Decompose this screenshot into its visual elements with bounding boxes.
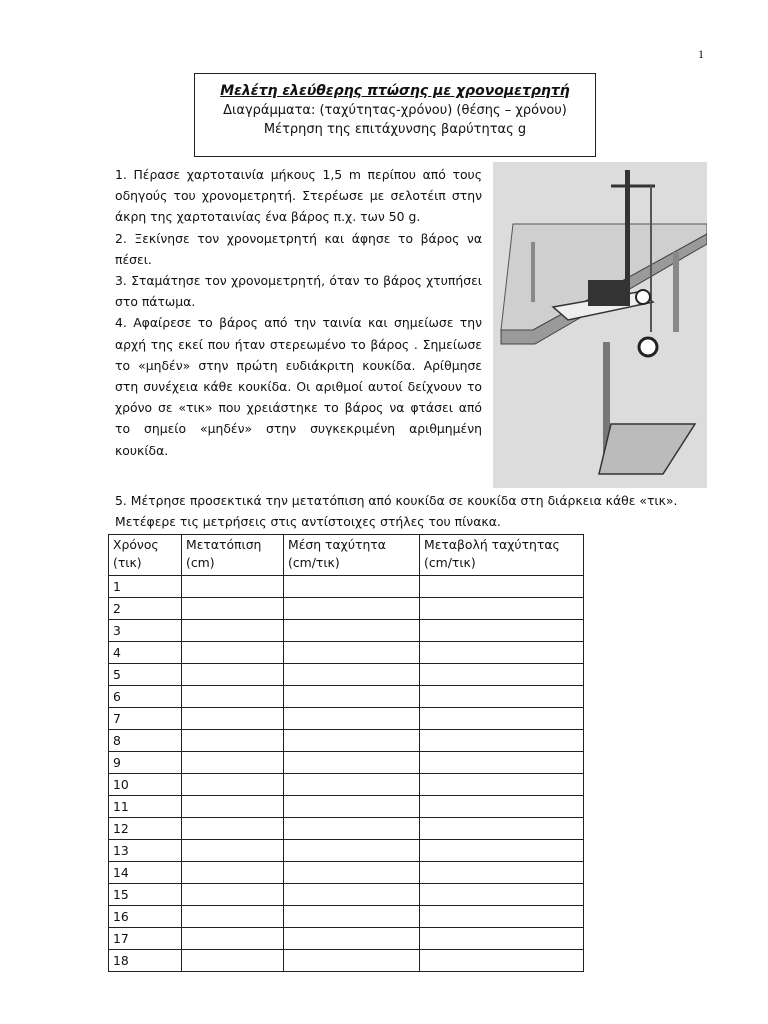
table-row: [109, 708, 584, 730]
time-cell: 9: [109, 752, 182, 774]
displacement-cell[interactable]: [182, 620, 284, 642]
displacement-cell[interactable]: [182, 950, 284, 972]
displacement-cell[interactable]: [182, 576, 284, 598]
velocity-change-cell[interactable]: [420, 708, 584, 730]
velocity-change-cell[interactable]: [420, 840, 584, 862]
velocity-change-cell[interactable]: [420, 686, 584, 708]
time-cell: 15: [109, 884, 182, 906]
displacement-cell[interactable]: [182, 752, 284, 774]
time-cell: 2: [109, 598, 182, 620]
avg-velocity-cell[interactable]: [284, 840, 420, 862]
time-cell: 13: [109, 840, 182, 862]
avg-velocity-cell[interactable]: [284, 620, 420, 642]
velocity-change-cell[interactable]: [420, 884, 584, 906]
avg-velocity-cell[interactable]: [284, 708, 420, 730]
table-row: [109, 928, 584, 950]
time-cell: 3: [109, 620, 182, 642]
page-title: Μελέτη ελεύθερης πτώσης με χρονομετρητή: [220, 83, 570, 99]
step-2: 2. Ξεκίνησε τον χρονομετρητή και άφησε το βάρος να πέσει.: [115, 230, 482, 267]
velocity-change-cell[interactable]: [420, 730, 584, 752]
displacement-cell[interactable]: [182, 862, 284, 884]
avg-velocity-cell[interactable]: [284, 950, 420, 972]
table-row: [109, 598, 584, 620]
time-cell: 12: [109, 818, 182, 840]
table-header-row: [109, 535, 584, 576]
falling-weight: [639, 338, 657, 356]
time-cell: 17: [109, 928, 182, 950]
avg-velocity-cell[interactable]: [284, 642, 420, 664]
displacement-cell[interactable]: [182, 840, 284, 862]
displacement-cell[interactable]: [182, 774, 284, 796]
subtitle-diagrams: Διαγράμματα: (ταχύτητας-χρόνου) (θέσης – χρόνου): [223, 103, 567, 118]
table-row: [109, 884, 584, 906]
stand-rod: [625, 170, 630, 290]
velocity-change-cell[interactable]: [420, 906, 584, 928]
header-velocity-change: Μεταβολή ταχύτητας (cm/τικ): [420, 535, 584, 576]
displacement-cell[interactable]: [182, 796, 284, 818]
table-row: [109, 950, 584, 972]
avg-velocity-cell[interactable]: [284, 774, 420, 796]
tape-guide: [636, 290, 650, 304]
instructions: [115, 164, 482, 461]
table-row: [109, 752, 584, 774]
step-4: 4. Αφαίρεσε το βάρος από την ταινία και σημείωσε την αρχή της εκεί που ήταν στερεωμένο το βάρος . Σημείωσε το «μηδέν» στην πρώτη ευδιάκριτη κουκίδα. Αρίθμησε στη συνέχεια κάθε κουκίδα. Οι αριθμοί αυτοί δείχνουν το χρόνο σε «τικ» που χρειάστηκε το βάρος να φτάσει από το σημείο «μηδέν» στην συγκεκριμένη αριθμημένη κουκίδα.: [115, 315, 482, 458]
displacement-cell[interactable]: [182, 642, 284, 664]
velocity-change-cell[interactable]: [420, 818, 584, 840]
displacement-cell[interactable]: [182, 818, 284, 840]
time-cell: 18: [109, 950, 182, 972]
displacement-cell[interactable]: [182, 664, 284, 686]
step-5: 5. Μέτρησε προσεκτικά την μετατόπιση από κουκίδα σε κουκίδα στη διάρκεια κάθε «τικ». Μετέφερε τις μετρήσεις στις αντίστοιχες στήλες του πίνακα.: [115, 493, 678, 530]
avg-velocity-cell[interactable]: [284, 928, 420, 950]
step-3: 3. Σταμάτησε τον χρονομετρητή, όταν το βάρος χτυπήσει στο πάτωμα.: [115, 273, 482, 310]
displacement-cell[interactable]: [182, 906, 284, 928]
time-cell: 6: [109, 686, 182, 708]
title-box: [194, 73, 596, 157]
displacement-cell[interactable]: [182, 928, 284, 950]
avg-velocity-cell[interactable]: [284, 664, 420, 686]
velocity-change-cell[interactable]: [420, 642, 584, 664]
header-time: Χρόνος (τικ): [109, 535, 182, 576]
time-cell: 4: [109, 642, 182, 664]
measurement-table: [108, 534, 584, 972]
table-row: [109, 862, 584, 884]
displacement-cell[interactable]: [182, 708, 284, 730]
displacement-cell[interactable]: [182, 686, 284, 708]
time-cell: 8: [109, 730, 182, 752]
avg-velocity-cell[interactable]: [284, 884, 420, 906]
ticker-timer: [588, 280, 630, 306]
velocity-change-cell[interactable]: [420, 576, 584, 598]
displacement-cell[interactable]: [182, 730, 284, 752]
velocity-change-cell[interactable]: [420, 928, 584, 950]
velocity-change-cell[interactable]: [420, 862, 584, 884]
table-row: [109, 840, 584, 862]
table-row: [109, 906, 584, 928]
avg-velocity-cell[interactable]: [284, 862, 420, 884]
step-5-block: [115, 490, 710, 532]
subtitle-measurement: Μέτρηση της επιτάχυνσης βαρύτητας g: [263, 122, 527, 137]
displacement-cell[interactable]: [182, 598, 284, 620]
avg-velocity-cell[interactable]: [284, 796, 420, 818]
avg-velocity-cell[interactable]: [284, 598, 420, 620]
displacement-cell[interactable]: [182, 884, 284, 906]
table-row: [109, 818, 584, 840]
header-displacement: Μετατόπιση (cm): [182, 535, 284, 576]
velocity-change-cell[interactable]: [420, 620, 584, 642]
time-cell: 5: [109, 664, 182, 686]
velocity-change-cell[interactable]: [420, 796, 584, 818]
avg-velocity-cell[interactable]: [284, 906, 420, 928]
time-cell: 7: [109, 708, 182, 730]
avg-velocity-cell[interactable]: [284, 730, 420, 752]
table-row: [109, 774, 584, 796]
avg-velocity-cell[interactable]: [284, 576, 420, 598]
table-row: [109, 664, 584, 686]
time-cell: 14: [109, 862, 182, 884]
table-row: [109, 620, 584, 642]
page-number: 1: [698, 47, 704, 61]
time-cell: 10: [109, 774, 182, 796]
step-1: 1. Πέρασε χαρτοταινία μήκους 1,5 m περίπου από τους οδηγούς του χρονομετρητή. Στερέωσε με σελοτέιπ στην άκρη της χαρτοταινίας ένα βάρος π.χ. των 50 g.: [115, 167, 482, 225]
avg-velocity-cell[interactable]: [284, 686, 420, 708]
table-row: [109, 642, 584, 664]
table-row: [109, 576, 584, 598]
table-row: [109, 730, 584, 752]
velocity-change-cell[interactable]: [420, 664, 584, 686]
avg-velocity-cell[interactable]: [284, 752, 420, 774]
velocity-change-cell[interactable]: [420, 752, 584, 774]
header-average-velocity: Μέση ταχύτητα (cm/τικ): [284, 535, 420, 576]
velocity-change-cell[interactable]: [420, 774, 584, 796]
table-row: [109, 796, 584, 818]
time-cell: 16: [109, 906, 182, 928]
velocity-change-cell[interactable]: [420, 950, 584, 972]
ticker-timer-apparatus-image: [493, 162, 707, 488]
velocity-change-cell[interactable]: [420, 598, 584, 620]
time-cell: 1: [109, 576, 182, 598]
time-cell: 11: [109, 796, 182, 818]
avg-velocity-cell[interactable]: [284, 818, 420, 840]
table-leg-back: [673, 252, 679, 332]
table-row: [109, 686, 584, 708]
